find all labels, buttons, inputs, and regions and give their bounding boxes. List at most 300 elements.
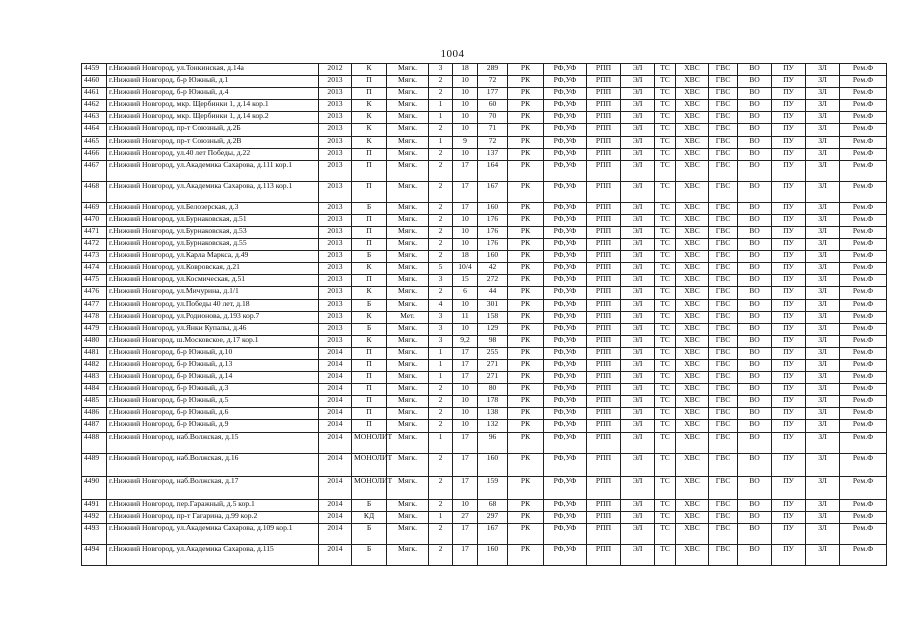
cell-roof-type: Мягк. bbox=[387, 181, 429, 202]
cell-col-gvs: ГВС bbox=[709, 88, 738, 100]
table-row bbox=[82, 396, 887, 408]
cell-col-el: ЭЛ bbox=[621, 181, 655, 202]
cell-apartments: 80 bbox=[478, 384, 508, 396]
cell-address: г.Нижний Новгород, б-р Южный, д.9 bbox=[107, 420, 319, 432]
cell-roof-type: Мягк. bbox=[387, 396, 429, 408]
cell-col-rem-f: Рем.Ф bbox=[840, 251, 887, 263]
cell-col-pu: ПУ bbox=[772, 476, 806, 499]
cell-col-pu: ПУ bbox=[772, 453, 806, 476]
cell-col-ts: ТС bbox=[655, 124, 676, 136]
cell-col-zl: ЗЛ bbox=[806, 214, 840, 226]
cell-col-hvs: ХВС bbox=[676, 544, 709, 565]
cell-col-rk: РК bbox=[508, 359, 544, 371]
cell-roof-type: Мягк. bbox=[387, 124, 429, 136]
cell-wall-material: КД bbox=[352, 511, 387, 523]
cell-col-rem-f: Рем.Ф bbox=[840, 335, 887, 347]
cell-col-ts: ТС bbox=[655, 251, 676, 263]
cell-floors: 10 bbox=[453, 239, 478, 251]
cell-col-rk: РК bbox=[508, 372, 544, 384]
cell-entrances: 2 bbox=[429, 214, 453, 226]
cell-entrances: 2 bbox=[429, 453, 453, 476]
cell-col-rem-f: Рем.Ф bbox=[840, 202, 887, 214]
cell-col-rpp: РПП bbox=[587, 136, 621, 148]
cell-year: 2013 bbox=[319, 239, 352, 251]
cell-address: г.Нижний Новгород, ул.Белозерская, д.3 bbox=[107, 202, 319, 214]
cell-col-ts: ТС bbox=[655, 359, 676, 371]
cell-col-rem-f: Рем.Ф bbox=[840, 323, 887, 335]
cell-wall-material: П bbox=[352, 148, 387, 160]
cell-floors: 6 bbox=[453, 287, 478, 299]
cell-col-hvs: ХВС bbox=[676, 384, 709, 396]
cell-col-el: ЭЛ bbox=[621, 544, 655, 565]
cell-col-rf-uf: РФ,УФ bbox=[544, 523, 587, 544]
cell-col-ts: ТС bbox=[655, 64, 676, 76]
cell-address: г.Нижний Новгород, наб.Волжская, д.16 bbox=[107, 453, 319, 476]
cell-entrances: 2 bbox=[429, 251, 453, 263]
cell-col-vo: ВО bbox=[738, 432, 772, 453]
table-row bbox=[82, 214, 887, 226]
cell-col-pu: ПУ bbox=[772, 432, 806, 453]
cell-floors: 9,2 bbox=[453, 335, 478, 347]
cell-floors: 10 bbox=[453, 408, 478, 420]
cell-row-number: 4459 bbox=[82, 64, 107, 76]
cell-col-rem-f: Рем.Ф bbox=[840, 112, 887, 124]
cell-col-vo: ВО bbox=[738, 372, 772, 384]
cell-col-gvs: ГВС bbox=[709, 359, 738, 371]
table-row bbox=[82, 112, 887, 124]
cell-entrances: 2 bbox=[429, 160, 453, 181]
cell-col-zl: ЗЛ bbox=[806, 396, 840, 408]
cell-col-rpp: РПП bbox=[587, 124, 621, 136]
cell-address: г.Нижний Новгород, наб.Волжская, д.15 bbox=[107, 432, 319, 453]
cell-col-vo: ВО bbox=[738, 523, 772, 544]
cell-wall-material: К bbox=[352, 263, 387, 275]
cell-col-rem-f: Рем.Ф bbox=[840, 214, 887, 226]
cell-col-rf-uf: РФ,УФ bbox=[544, 214, 587, 226]
cell-col-pu: ПУ bbox=[772, 372, 806, 384]
cell-entrances: 3 bbox=[429, 323, 453, 335]
cell-col-ts: ТС bbox=[655, 476, 676, 499]
cell-row-number: 4475 bbox=[82, 275, 107, 287]
cell-col-rf-uf: РФ,УФ bbox=[544, 136, 587, 148]
cell-col-pu: ПУ bbox=[772, 311, 806, 323]
cell-col-ts: ТС bbox=[655, 499, 676, 511]
cell-col-rem-f: Рем.Ф bbox=[840, 287, 887, 299]
cell-col-pu: ПУ bbox=[772, 359, 806, 371]
cell-entrances: 4 bbox=[429, 299, 453, 311]
cell-col-vo: ВО bbox=[738, 408, 772, 420]
cell-col-rpp: РПП bbox=[587, 275, 621, 287]
cell-apartments: 158 bbox=[478, 311, 508, 323]
cell-col-rf-uf: РФ,УФ bbox=[544, 372, 587, 384]
cell-col-zl: ЗЛ bbox=[806, 202, 840, 214]
cell-year: 2014 bbox=[319, 372, 352, 384]
cell-col-gvs: ГВС bbox=[709, 275, 738, 287]
cell-address: г.Нижний Новгород, ул.Победы 40 лет, д.18 bbox=[107, 299, 319, 311]
cell-row-number: 4478 bbox=[82, 311, 107, 323]
cell-col-el: ЭЛ bbox=[621, 420, 655, 432]
cell-row-number: 4461 bbox=[82, 88, 107, 100]
cell-roof-type: Мягк. bbox=[387, 408, 429, 420]
cell-roof-type: Мягк. bbox=[387, 432, 429, 453]
cell-col-vo: ВО bbox=[738, 136, 772, 148]
cell-col-rem-f: Рем.Ф bbox=[840, 347, 887, 359]
cell-col-vo: ВО bbox=[738, 100, 772, 112]
cell-roof-type: Мягк. bbox=[387, 251, 429, 263]
cell-col-rk: РК bbox=[508, 160, 544, 181]
cell-col-rf-uf: РФ,УФ bbox=[544, 148, 587, 160]
cell-col-rem-f: Рем.Ф bbox=[840, 88, 887, 100]
cell-col-zl: ЗЛ bbox=[806, 88, 840, 100]
cell-col-vo: ВО bbox=[738, 499, 772, 511]
cell-col-zl: ЗЛ bbox=[806, 372, 840, 384]
cell-address: г.Нижний Новгород, ул.Родионова, д.193 кор.7 bbox=[107, 311, 319, 323]
cell-col-gvs: ГВС bbox=[709, 432, 738, 453]
cell-col-rf-uf: РФ,УФ bbox=[544, 88, 587, 100]
cell-roof-type: Мягк. bbox=[387, 384, 429, 396]
cell-address: г.Нижний Новгород, ул.Бурнаковская, д.55 bbox=[107, 239, 319, 251]
cell-col-hvs: ХВС bbox=[676, 476, 709, 499]
cell-col-rem-f: Рем.Ф bbox=[840, 124, 887, 136]
cell-entrances: 1 bbox=[429, 347, 453, 359]
cell-col-hvs: ХВС bbox=[676, 239, 709, 251]
cell-col-vo: ВО bbox=[738, 396, 772, 408]
cell-wall-material: Б bbox=[352, 323, 387, 335]
cell-col-rf-uf: РФ,УФ bbox=[544, 511, 587, 523]
cell-roof-type: Мягк. bbox=[387, 476, 429, 499]
cell-col-rf-uf: РФ,УФ bbox=[544, 124, 587, 136]
cell-col-rk: РК bbox=[508, 88, 544, 100]
cell-col-pu: ПУ bbox=[772, 100, 806, 112]
cell-col-rpp: РПП bbox=[587, 100, 621, 112]
cell-col-vo: ВО bbox=[738, 148, 772, 160]
cell-apartments: 72 bbox=[478, 76, 508, 88]
cell-col-rem-f: Рем.Ф bbox=[840, 420, 887, 432]
cell-year: 2014 bbox=[319, 384, 352, 396]
table-row bbox=[82, 239, 887, 251]
cell-address: г.Нижний Новгород, ул.40 лет Победы, д.22 bbox=[107, 148, 319, 160]
cell-address: г.Нижний Новгород, пр-т Гагарина, д.99 кор.2 bbox=[107, 511, 319, 523]
cell-address: г.Нижний Новгород, ул.Мичурина, д.1/1 bbox=[107, 287, 319, 299]
cell-col-rem-f: Рем.Ф bbox=[840, 148, 887, 160]
table-row bbox=[82, 372, 887, 384]
cell-apartments: 176 bbox=[478, 214, 508, 226]
cell-col-el: ЭЛ bbox=[621, 251, 655, 263]
cell-wall-material: К bbox=[352, 311, 387, 323]
cell-apartments: 70 bbox=[478, 112, 508, 124]
cell-col-pu: ПУ bbox=[772, 124, 806, 136]
cell-col-zl: ЗЛ bbox=[806, 511, 840, 523]
cell-wall-material: Б bbox=[352, 299, 387, 311]
cell-wall-material: Б bbox=[352, 523, 387, 544]
cell-col-zl: ЗЛ bbox=[806, 112, 840, 124]
cell-col-rk: РК bbox=[508, 112, 544, 124]
cell-wall-material: Б bbox=[352, 251, 387, 263]
cell-col-rem-f: Рем.Ф bbox=[840, 511, 887, 523]
cell-col-rk: РК bbox=[508, 239, 544, 251]
cell-col-rf-uf: РФ,УФ bbox=[544, 396, 587, 408]
cell-col-ts: ТС bbox=[655, 202, 676, 214]
table-row bbox=[82, 523, 887, 544]
cell-wall-material: П bbox=[352, 160, 387, 181]
cell-wall-material: К bbox=[352, 64, 387, 76]
cell-col-zl: ЗЛ bbox=[806, 311, 840, 323]
cell-address: г.Нижний Новгород, б-р Южный, д.10 bbox=[107, 347, 319, 359]
page-number: 1004 bbox=[440, 48, 465, 60]
cell-col-el: ЭЛ bbox=[621, 432, 655, 453]
cell-col-gvs: ГВС bbox=[709, 384, 738, 396]
cell-col-el: ЭЛ bbox=[621, 226, 655, 238]
cell-col-rf-uf: РФ,УФ bbox=[544, 453, 587, 476]
cell-col-zl: ЗЛ bbox=[806, 160, 840, 181]
cell-col-rf-uf: РФ,УФ bbox=[544, 544, 587, 565]
cell-floors: 10 bbox=[453, 384, 478, 396]
cell-col-gvs: ГВС bbox=[709, 453, 738, 476]
cell-floors: 15 bbox=[453, 275, 478, 287]
cell-wall-material: К bbox=[352, 124, 387, 136]
cell-col-rf-uf: РФ,УФ bbox=[544, 347, 587, 359]
cell-col-rk: РК bbox=[508, 311, 544, 323]
cell-col-pu: ПУ bbox=[772, 420, 806, 432]
cell-col-el: ЭЛ bbox=[621, 299, 655, 311]
cell-col-hvs: ХВС bbox=[676, 408, 709, 420]
cell-col-el: ЭЛ bbox=[621, 148, 655, 160]
cell-year: 2013 bbox=[319, 335, 352, 347]
cell-col-gvs: ГВС bbox=[709, 136, 738, 148]
cell-wall-material: МОНОЛИТ bbox=[352, 453, 387, 476]
cell-col-rk: РК bbox=[508, 420, 544, 432]
cell-col-rem-f: Рем.Ф bbox=[840, 476, 887, 499]
cell-roof-type: Мягк. bbox=[387, 335, 429, 347]
cell-apartments: 60 bbox=[478, 100, 508, 112]
cell-entrances: 2 bbox=[429, 523, 453, 544]
cell-col-pu: ПУ bbox=[772, 544, 806, 565]
cell-col-rpp: РПП bbox=[587, 359, 621, 371]
cell-col-gvs: ГВС bbox=[709, 112, 738, 124]
cell-roof-type: Мягк. bbox=[387, 347, 429, 359]
cell-apartments: 129 bbox=[478, 323, 508, 335]
cell-entrances: 2 bbox=[429, 408, 453, 420]
cell-col-rf-uf: РФ,УФ bbox=[544, 299, 587, 311]
cell-address: г.Нижний Новгород, ул.Ковровская, д.21 bbox=[107, 263, 319, 275]
cell-col-pu: ПУ bbox=[772, 408, 806, 420]
cell-floors: 10/4 bbox=[453, 263, 478, 275]
cell-col-el: ЭЛ bbox=[621, 523, 655, 544]
cell-col-ts: ТС bbox=[655, 453, 676, 476]
cell-col-rem-f: Рем.Ф bbox=[840, 453, 887, 476]
cell-row-number: 4470 bbox=[82, 214, 107, 226]
cell-floors: 10 bbox=[453, 76, 478, 88]
cell-col-rk: РК bbox=[508, 148, 544, 160]
cell-entrances: 1 bbox=[429, 359, 453, 371]
cell-col-vo: ВО bbox=[738, 202, 772, 214]
cell-col-gvs: ГВС bbox=[709, 251, 738, 263]
cell-col-rk: РК bbox=[508, 299, 544, 311]
cell-col-rpp: РПП bbox=[587, 396, 621, 408]
cell-col-hvs: ХВС bbox=[676, 335, 709, 347]
cell-year: 2013 bbox=[319, 136, 352, 148]
cell-col-ts: ТС bbox=[655, 299, 676, 311]
cell-col-pu: ПУ bbox=[772, 214, 806, 226]
cell-col-rpp: РПП bbox=[587, 76, 621, 88]
cell-entrances: 2 bbox=[429, 476, 453, 499]
cell-col-rk: РК bbox=[508, 275, 544, 287]
cell-col-gvs: ГВС bbox=[709, 544, 738, 565]
cell-row-number: 4484 bbox=[82, 384, 107, 396]
cell-roof-type: Мягк. bbox=[387, 544, 429, 565]
cell-col-pu: ПУ bbox=[772, 396, 806, 408]
cell-col-el: ЭЛ bbox=[621, 124, 655, 136]
cell-row-number: 4464 bbox=[82, 124, 107, 136]
cell-col-rk: РК bbox=[508, 499, 544, 511]
cell-col-ts: ТС bbox=[655, 148, 676, 160]
cell-entrances: 2 bbox=[429, 499, 453, 511]
cell-col-rk: РК bbox=[508, 476, 544, 499]
table-row bbox=[82, 76, 887, 88]
table-row bbox=[82, 408, 887, 420]
cell-wall-material: Б bbox=[352, 544, 387, 565]
cell-year: 2014 bbox=[319, 347, 352, 359]
cell-col-zl: ЗЛ bbox=[806, 287, 840, 299]
cell-col-vo: ВО bbox=[738, 226, 772, 238]
cell-col-vo: ВО bbox=[738, 214, 772, 226]
cell-entrances: 5 bbox=[429, 263, 453, 275]
cell-col-rf-uf: РФ,УФ bbox=[544, 226, 587, 238]
cell-col-ts: ТС bbox=[655, 335, 676, 347]
cell-col-rem-f: Рем.Ф bbox=[840, 100, 887, 112]
cell-col-hvs: ХВС bbox=[676, 299, 709, 311]
cell-col-rf-uf: РФ,УФ bbox=[544, 476, 587, 499]
cell-col-zl: ЗЛ bbox=[806, 263, 840, 275]
cell-col-ts: ТС bbox=[655, 214, 676, 226]
cell-col-el: ЭЛ bbox=[621, 202, 655, 214]
cell-address: г.Нижний Новгород, пр-т Союзный, д.2Б bbox=[107, 124, 319, 136]
cell-entrances: 2 bbox=[429, 148, 453, 160]
cell-col-gvs: ГВС bbox=[709, 181, 738, 202]
cell-col-rem-f: Рем.Ф bbox=[840, 76, 887, 88]
cell-col-hvs: ХВС bbox=[676, 287, 709, 299]
cell-address: г.Нижний Новгород, мкр. Щербинки 1, д.14 кор.1 bbox=[107, 100, 319, 112]
cell-col-zl: ЗЛ bbox=[806, 76, 840, 88]
cell-entrances: 2 bbox=[429, 76, 453, 88]
cell-col-rpp: РПП bbox=[587, 64, 621, 76]
table-row bbox=[82, 88, 887, 100]
cell-col-rf-uf: РФ,УФ bbox=[544, 100, 587, 112]
cell-year: 2014 bbox=[319, 396, 352, 408]
cell-col-vo: ВО bbox=[738, 335, 772, 347]
cell-col-hvs: ХВС bbox=[676, 76, 709, 88]
cell-col-hvs: ХВС bbox=[676, 359, 709, 371]
table-body bbox=[82, 64, 887, 566]
cell-col-rf-uf: РФ,УФ bbox=[544, 384, 587, 396]
cell-wall-material: П bbox=[352, 226, 387, 238]
cell-floors: 18 bbox=[453, 251, 478, 263]
cell-floors: 17 bbox=[453, 202, 478, 214]
cell-col-rpp: РПП bbox=[587, 263, 621, 275]
cell-col-ts: ТС bbox=[655, 239, 676, 251]
cell-year: 2012 bbox=[319, 64, 352, 76]
cell-apartments: 96 bbox=[478, 432, 508, 453]
cell-apartments: 289 bbox=[478, 64, 508, 76]
cell-col-gvs: ГВС bbox=[709, 148, 738, 160]
cell-floors: 17 bbox=[453, 476, 478, 499]
cell-roof-type: Мягк. bbox=[387, 239, 429, 251]
cell-col-rpp: РПП bbox=[587, 181, 621, 202]
cell-year: 2014 bbox=[319, 420, 352, 432]
cell-col-el: ЭЛ bbox=[621, 476, 655, 499]
cell-row-number: 4481 bbox=[82, 347, 107, 359]
cell-col-vo: ВО bbox=[738, 420, 772, 432]
cell-col-vo: ВО bbox=[738, 124, 772, 136]
cell-col-rpp: РПП bbox=[587, 323, 621, 335]
cell-col-rk: РК bbox=[508, 544, 544, 565]
cell-row-number: 4467 bbox=[82, 160, 107, 181]
cell-col-zl: ЗЛ bbox=[806, 359, 840, 371]
cell-col-ts: ТС bbox=[655, 160, 676, 181]
cell-col-el: ЭЛ bbox=[621, 396, 655, 408]
cell-col-hvs: ХВС bbox=[676, 160, 709, 181]
cell-col-hvs: ХВС bbox=[676, 148, 709, 160]
cell-col-pu: ПУ bbox=[772, 64, 806, 76]
table-row bbox=[82, 202, 887, 214]
cell-year: 2014 bbox=[319, 511, 352, 523]
cell-year: 2013 bbox=[319, 124, 352, 136]
cell-wall-material: К bbox=[352, 287, 387, 299]
table-row bbox=[82, 100, 887, 112]
cell-col-vo: ВО bbox=[738, 476, 772, 499]
cell-col-rk: РК bbox=[508, 136, 544, 148]
cell-roof-type: Мягк. bbox=[387, 511, 429, 523]
cell-col-vo: ВО bbox=[738, 544, 772, 565]
cell-row-number: 4476 bbox=[82, 287, 107, 299]
cell-col-ts: ТС bbox=[655, 432, 676, 453]
cell-col-rf-uf: РФ,УФ bbox=[544, 76, 587, 88]
cell-apartments: 297 bbox=[478, 511, 508, 523]
cell-col-rf-uf: РФ,УФ bbox=[544, 499, 587, 511]
cell-address: г.Нижний Новгород, ул.Карла Маркса, д.49 bbox=[107, 251, 319, 263]
cell-roof-type: Мягк. bbox=[387, 323, 429, 335]
cell-col-rf-uf: РФ,УФ bbox=[544, 335, 587, 347]
housing-table-container bbox=[81, 63, 887, 566]
cell-row-number: 4462 bbox=[82, 100, 107, 112]
cell-col-rpp: РПП bbox=[587, 476, 621, 499]
cell-col-rf-uf: РФ,УФ bbox=[544, 239, 587, 251]
cell-apartments: 72 bbox=[478, 136, 508, 148]
cell-address: г.Нижний Новгород, пр-т Союзный, д.2В bbox=[107, 136, 319, 148]
cell-col-zl: ЗЛ bbox=[806, 432, 840, 453]
table-row bbox=[82, 275, 887, 287]
cell-col-hvs: ХВС bbox=[676, 311, 709, 323]
cell-apartments: 301 bbox=[478, 299, 508, 311]
cell-col-vo: ВО bbox=[738, 181, 772, 202]
cell-col-zl: ЗЛ bbox=[806, 275, 840, 287]
cell-col-zl: ЗЛ bbox=[806, 408, 840, 420]
cell-col-hvs: ХВС bbox=[676, 275, 709, 287]
cell-col-vo: ВО bbox=[738, 311, 772, 323]
cell-apartments: 167 bbox=[478, 181, 508, 202]
cell-roof-type: Мягк. bbox=[387, 287, 429, 299]
cell-col-gvs: ГВС bbox=[709, 214, 738, 226]
cell-address: г.Нижний Новгород, пер.Гаражный, д.5 кор.1 bbox=[107, 499, 319, 511]
cell-col-vo: ВО bbox=[738, 275, 772, 287]
table-row bbox=[82, 432, 887, 453]
cell-wall-material: П bbox=[352, 420, 387, 432]
cell-row-number: 4494 bbox=[82, 544, 107, 565]
cell-col-hvs: ХВС bbox=[676, 432, 709, 453]
cell-row-number: 4486 bbox=[82, 408, 107, 420]
cell-col-rf-uf: РФ,УФ bbox=[544, 112, 587, 124]
cell-col-hvs: ХВС bbox=[676, 263, 709, 275]
